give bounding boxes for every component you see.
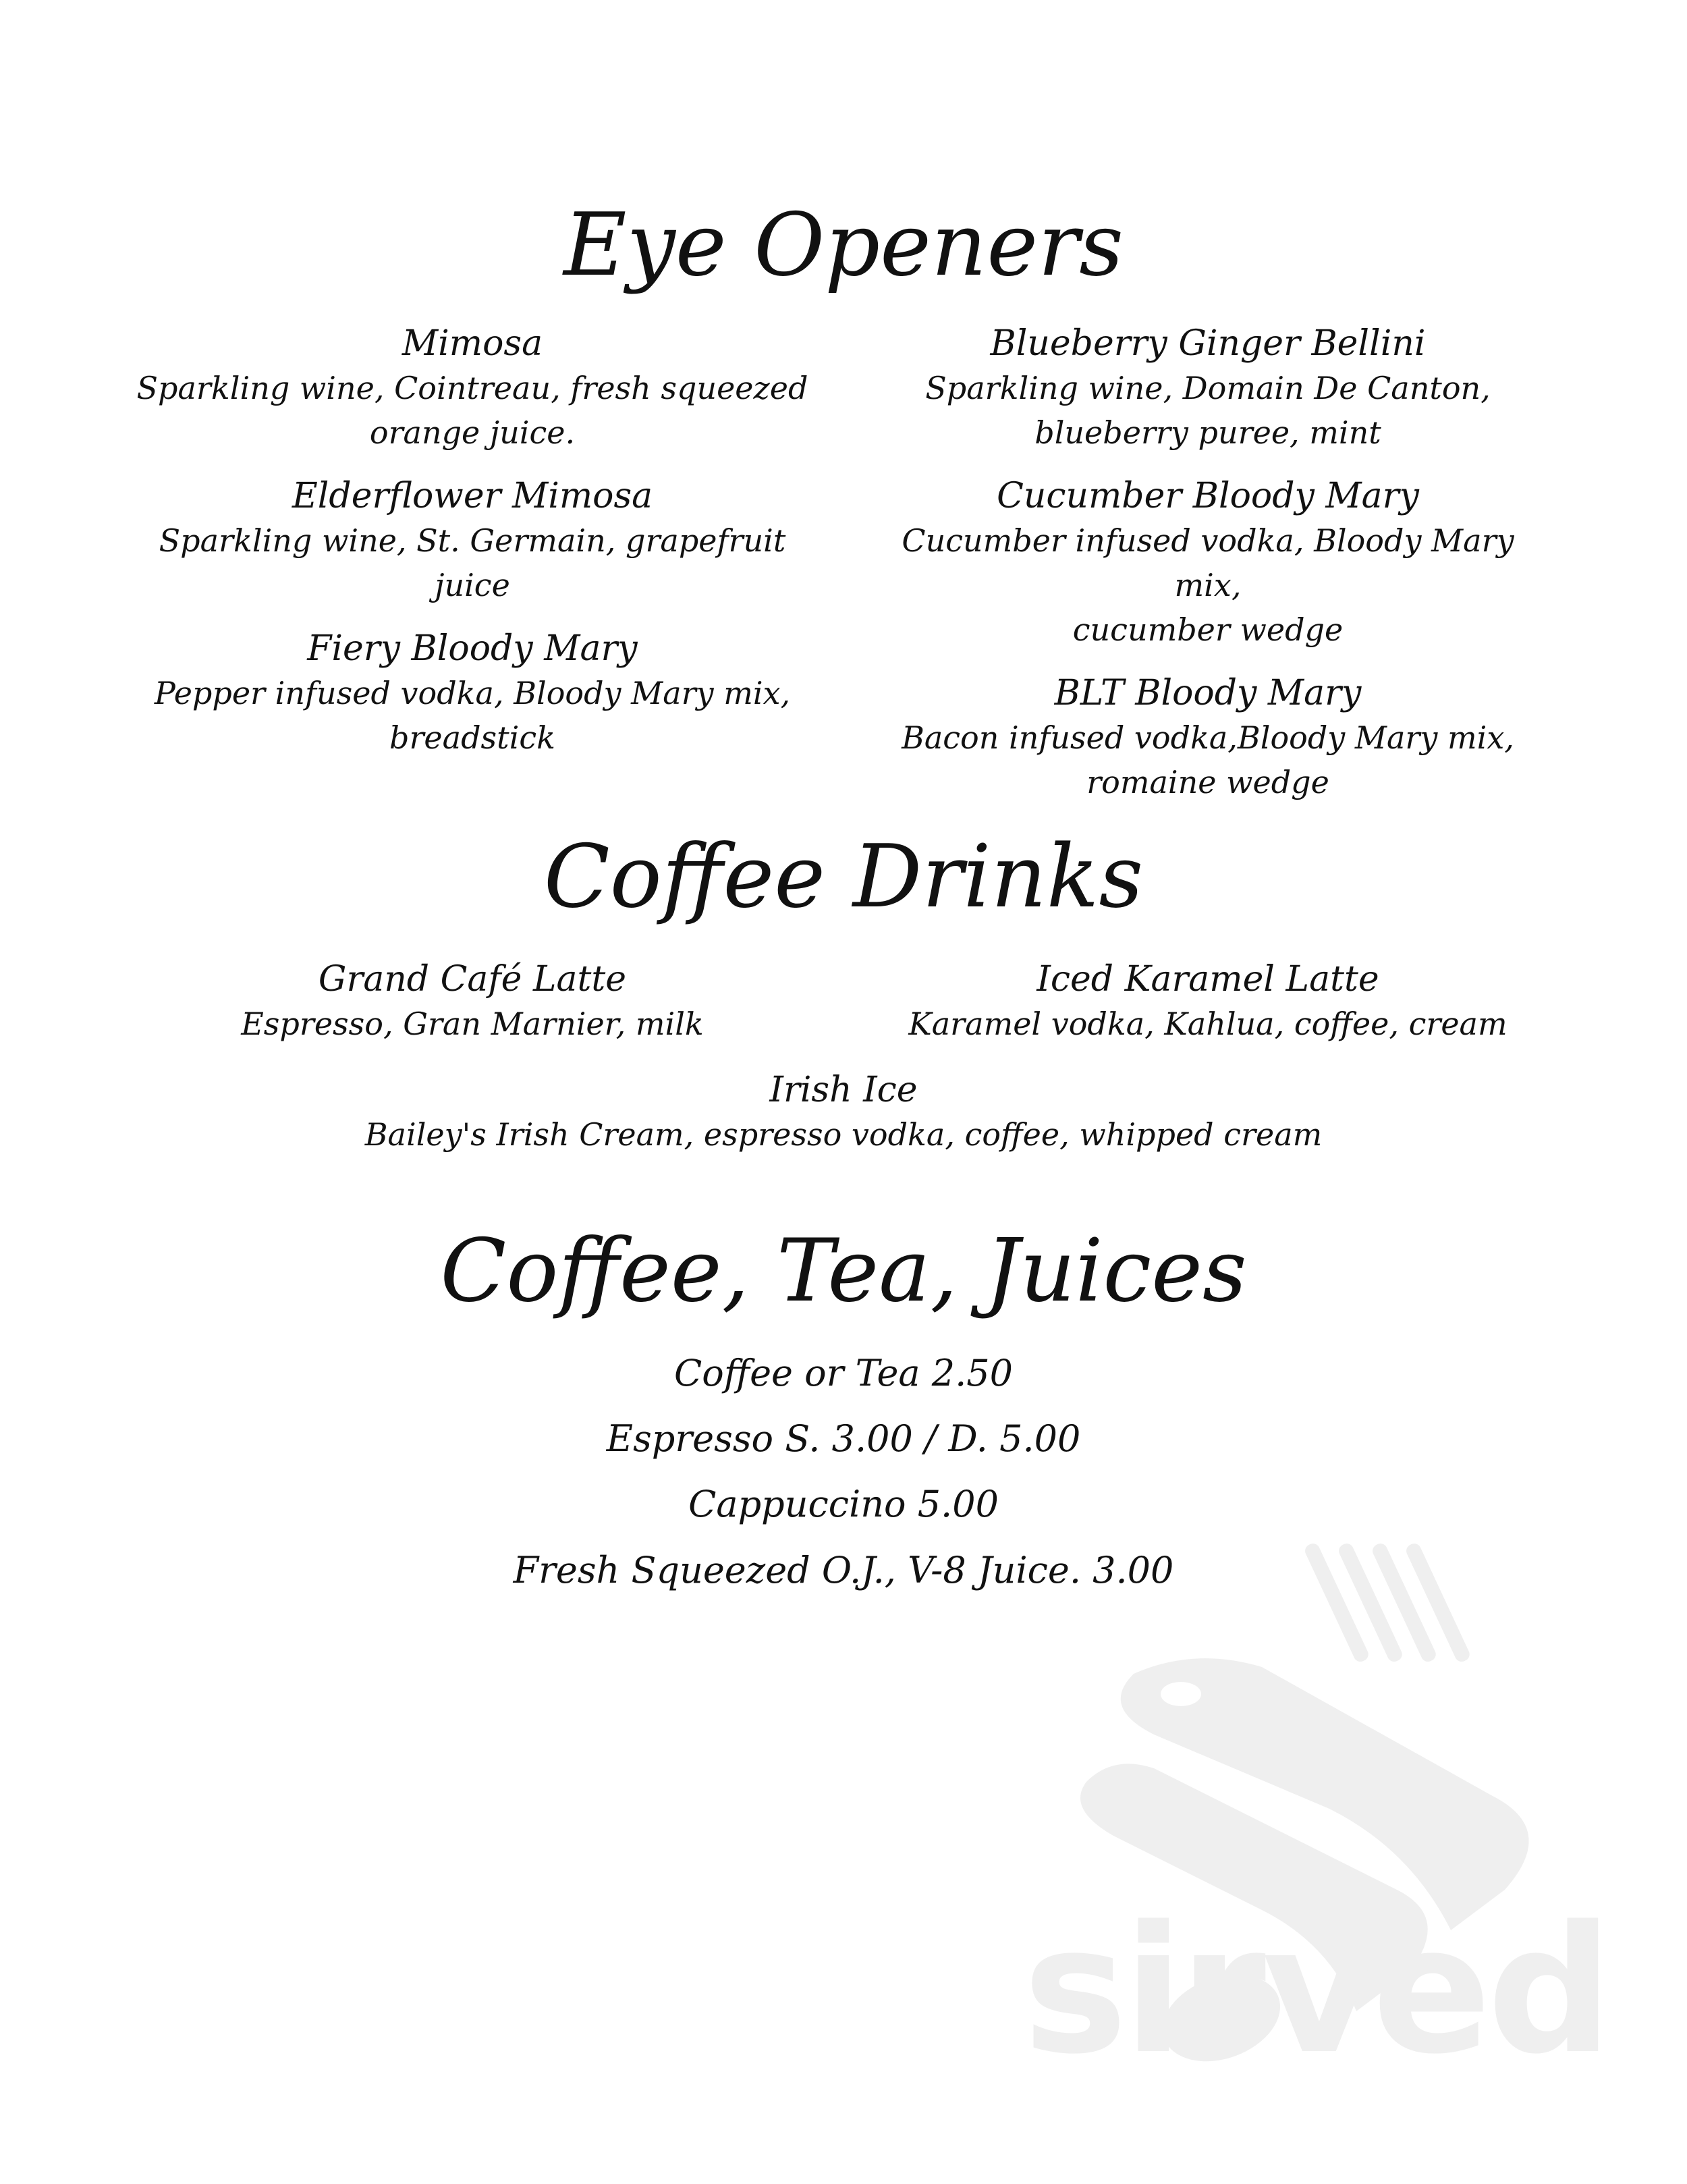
section-title-coffee-tea-juices: Coffee, Tea, Juices xyxy=(440,1221,1247,1321)
price-line-cappuccino: Cappuccino 5.00 xyxy=(688,1483,999,1525)
item-description: Espresso, Gran Marnier, milk xyxy=(241,1006,704,1042)
item-description: Cucumber infused vodka, Bloody Mary mix, xyxy=(902,522,1514,603)
item-name: Grand Café Latte xyxy=(318,959,627,1000)
price-line-fresh-squeezed: Fresh Squeezed O.J., V-8 Juice. 3.00 xyxy=(513,1549,1174,1591)
item-description: breadstick xyxy=(389,719,555,756)
item-name: Iced Karamel Latte xyxy=(1036,959,1379,1000)
menu-item-mimosa xyxy=(135,321,810,455)
item-description: Bailey's Irish Cream, espresso vodka, coffee, whipped cream xyxy=(364,1116,1323,1153)
item-description: Sparkling wine, Cointreau, fresh squeezed xyxy=(136,370,808,406)
section-title-eye-openers: Eye Openers xyxy=(563,195,1124,296)
menu-item-iced-karamel-latte xyxy=(870,957,1545,1046)
item-description: Pepper infused vodka, Bloody Mary mix, xyxy=(154,675,791,711)
eye-openers-left-column xyxy=(135,321,810,760)
item-description: cucumber wedge xyxy=(1072,611,1344,648)
menu-item-elderflower-mimosa xyxy=(135,474,810,607)
item-description: blueberry puree, mint xyxy=(1034,414,1381,451)
menu-item-fiery-bloody-mary xyxy=(135,626,810,760)
item-name: Blueberry Ginger Bellini xyxy=(990,323,1426,364)
eye-openers-right-column xyxy=(870,321,1545,804)
item-description: Karamel vodka, Kahlua, coffee, cream xyxy=(908,1006,1508,1042)
menu-item-irish-ice xyxy=(270,1068,1417,1157)
section-title-coffee-drinks: Coffee Drinks xyxy=(543,827,1144,927)
item-description: romaine wedge xyxy=(1086,764,1329,800)
menu-item-grand-cafe-latte xyxy=(135,957,810,1046)
item-description: orange juice. xyxy=(369,414,576,451)
item-name: Elderflower Mimosa xyxy=(292,476,653,516)
item-name: Cucumber Bloody Mary xyxy=(997,476,1419,516)
price-line-coffee-or-tea: Coffee or Tea 2.50 xyxy=(673,1352,1014,1394)
item-description: Sparkling wine, St. Germain, grapefruit juice xyxy=(159,522,786,603)
price-line-espresso: Espresso S. 3.00 / D. 5.00 xyxy=(606,1417,1081,1460)
item-description: Bacon infused vodka,Bloody Mary mix, xyxy=(902,719,1514,756)
sirved-watermark: sirved xyxy=(1022,1889,1609,2093)
item-name: BLT Bloody Mary xyxy=(1054,673,1362,713)
menu-item-blt-bloody-mary xyxy=(870,671,1545,804)
item-name: Fiery Bloody Mary xyxy=(307,628,638,669)
menu-item-cucumber-bloody-mary xyxy=(870,474,1545,652)
item-name: Irish Ice xyxy=(769,1070,918,1110)
item-description: Sparkling wine, Domain De Canton, xyxy=(925,370,1491,406)
menu-item-blueberry-ginger-bellini xyxy=(870,321,1545,455)
item-name: Mimosa xyxy=(402,323,543,364)
